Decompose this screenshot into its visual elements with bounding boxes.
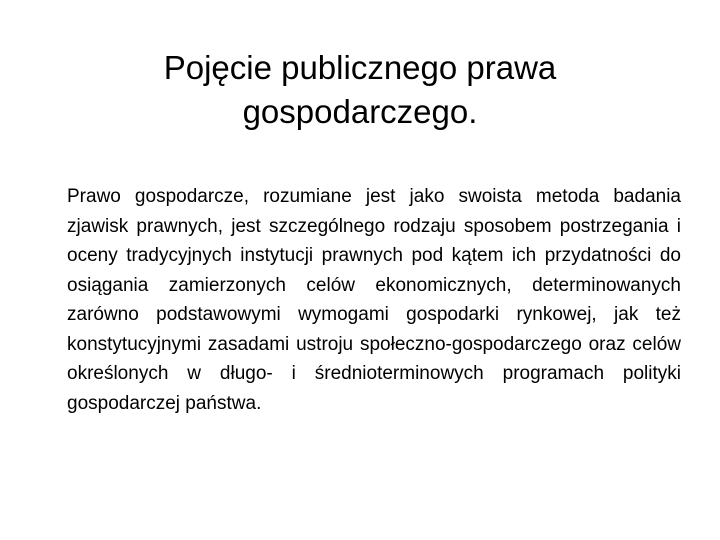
slide-title-line-1: Pojęcie publicznego prawa [163, 49, 557, 87]
slide-body-text: Prawo gospodarcze, rozumiane jest jako swoista metoda badania zjawisk prawnych, jest szczególnego rodzaju sposobem postrzegania i oceny tradycyjnych instytucji prawnych pod kątem ich przydatności do osiągania zamierzonych celów ekonomicznych, determinowanych zarówno podstawowymi wymogami gospodarki rynkowej, jak też konstytucyjnymi zasadami ustroju społeczno-gospodarczego oraz celów określonych w długo- i średnioterminowych programach polityki gospodarczej państwa. [67, 186, 681, 414]
slide-title [60, 46, 660, 134]
slide-title-line-2: gospodarczego. [242, 93, 478, 131]
